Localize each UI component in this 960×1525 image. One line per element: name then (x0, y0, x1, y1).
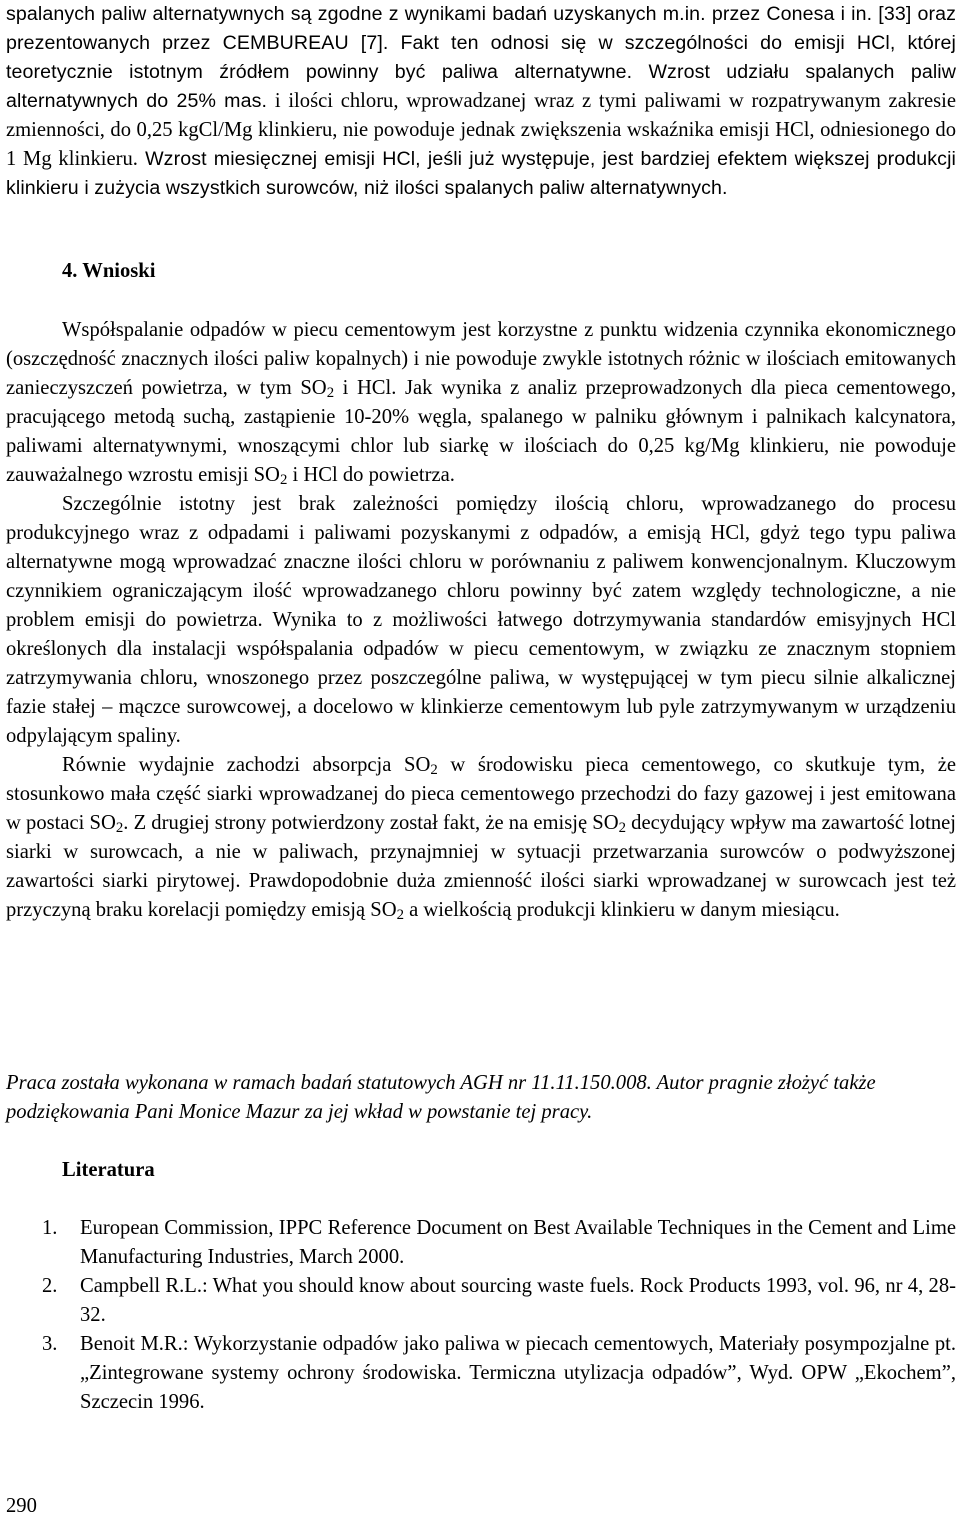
page-number: 290 (6, 1495, 37, 1517)
reference-number: 2. (42, 1275, 58, 1297)
conclusions-p1-part-b: i HCl. Jak wynika z analiz przeprowadzonych dla pieca cementowego, pracującego metodą suchą, zastąpienie 10-20% węgla, spalanego w palniku głównym i palnikach kalcynatora, paliwami alternatywnymi, wnoszącymi chlor lub siarkę w ilościach do 0,25 kg/Mg klinkieru, nie powoduje zauważalnego wzrostu emisji SO (6, 377, 956, 486)
conclusions-p3-part-a: Równie wydajnie zachodzi absorpcja SO (62, 754, 431, 776)
conclusions-p3-part-e: a wielkością produkcji klinkieru w danym miesiącu. (404, 899, 840, 921)
reference-number: 1. (42, 1217, 58, 1239)
reference-item (0, 1272, 956, 1330)
conclusions-paragraph-1 (6, 316, 956, 490)
intro-text-part-1: spalanych paliw alternatywnych są zgodne z wynikami badań uzyskanych m.in. przez Conesa i in. [33] oraz prezentowanych przez CEMBUREAU [7]. Fakt ten odnosi się w szczególności do emisji HCl, której teoretycznie istotnym źródłem powinny być paliwa alternatywne. Wzrost udziału spalanych paliw alternatywnych do 25% mas. (6, 3, 956, 112)
intro-text-part-2: i ilości chloru, wprowadzanej wraz z tymi paliwami w rozpatrywanym zakresie zmienności, do 0,25 kgCl/Mg klinkieru, nie powoduje jednak zwiększenia wskaźnika emisji HCl, odniesionego do 1 Mg klinkieru. (6, 90, 957, 170)
conclusions-p1-part-a: Współspalanie odpadów w piecu cementowym jest korzystne z punktu widzenia czynnika ekonomicznego (oszczędność znacznych ilości paliw kopalnych) i nie powoduje zwykle istotnych różnic w ilościach emitowanych zanieczyszczeń powietrza, w tym SO (6, 319, 956, 399)
subscript-2: 2 (430, 761, 438, 778)
section-heading-wnioski: 4. Wnioski (62, 260, 156, 282)
conclusions-section (6, 316, 956, 925)
conclusions-p1-part-c: i HCl do powietrza. (287, 464, 455, 486)
subscript-2: 2 (115, 819, 124, 836)
reference-item (0, 1330, 956, 1417)
subscript-2: 2 (279, 471, 288, 488)
intro-paragraph (6, 0, 956, 203)
conclusions-paragraph-2: Szczególnie istotny jest brak zależności pomiędzy ilością chloru, wprowadzanego do procesu produkcyjnego wraz z odpadami i paliwami pozyskanymi z odpadów, a emisją HCl, gdyż tego typu paliwa alternatywne mogą wprowadzać znaczne ilości chloru w porównaniu z paliwem konwencjonalnym. Kluczowym czynnikiem ograniczającym ilość wprowadzanego chloru powinny być zatem względy technologiczne, a nie problem emisji do powietrza. Wynika to z możliwości łatwego dotrzymywania standardów emisyjnych HCl określonych dla instalacji współspalania odpadów w piecu cementowym, w związku ze znacznym stopniem zatrzymywania chloru, wnoszonego przez poszczególne paliwa, w występującej w tym piecu silnie alkalicznej fazie stałej – mączce surowcowej, a docelowo w klinkierze cementowym lub pyle zatrzymywanym w urządzeniu odpylającym spaliny. (6, 493, 956, 747)
reference-text: Campbell R.L.: What you should know about sourcing waste fuels. Rock Products 1993, vol. 96, nr 4, 28-32. (80, 1275, 956, 1326)
subscript-2: 2 (396, 906, 404, 923)
reference-text: Benoit M.R.: Wykorzystanie odpadów jako paliwa w piecach cementowych, Materiały posympozjalne pt. „Zintegrowane systemy ochrony środowiska. Termiczna utylizacja odpadów”, Wyd. OPW „Ekochem”, Szczecin 1996. (80, 1333, 956, 1413)
conclusions-p3-part-d: decydujący wpływ ma zawartość lotnej siarki w surowcach, a nie w paliwach, przynajmniej w sytuacji przetwarzania surowców o podwyższonej zawartości siarki pirytowej. Prawdopodobnie duża zmienność ilości siarki wprowadzanej w surowcach jest też przyczyną braku korelacji pomiędzy emisją SO (6, 812, 957, 921)
subscript-2: 2 (326, 384, 335, 401)
reference-number: 3. (42, 1333, 58, 1355)
reference-item (0, 1214, 956, 1272)
conclusions-p3-part-b: w środowisku pieca cementowego, co skutkuje tym, że stosunkowo mała część siarki wprowadzanej do pieca cementowego przechodzi do fazy gazowej i jest emitowana w postaci SO (6, 754, 956, 834)
intro-text-part-3: Wzrost miesięcznej emisji HCl, jeśli już występuje, jest bardziej efektem większej produkcji klinkieru i zużycia wszystkich surowców, niż ilości spalanych paliw alternatywnych. (6, 148, 956, 199)
reference-text: European Commission, IPPC Reference Document on Best Available Techniques in the Cement and Lime Manufacturing Industries, March 2000. (80, 1217, 956, 1268)
references-list (0, 1214, 956, 1417)
conclusions-paragraph-3 (6, 751, 956, 925)
references-heading: Literatura (62, 1159, 155, 1181)
subscript-2: 2 (618, 819, 627, 836)
conclusions-p3-part-c: . Z drugiej strony potwierdzony został fakt, że na emisję SO (123, 812, 619, 834)
acknowledgement: Praca została wykonana w ramach badań statutowych AGH nr 11.11.150.008. Autor pragnie złożyć także podziękowania Pani Monice Mazur za jej wkład w powstanie tej pracy. (6, 1072, 876, 1123)
